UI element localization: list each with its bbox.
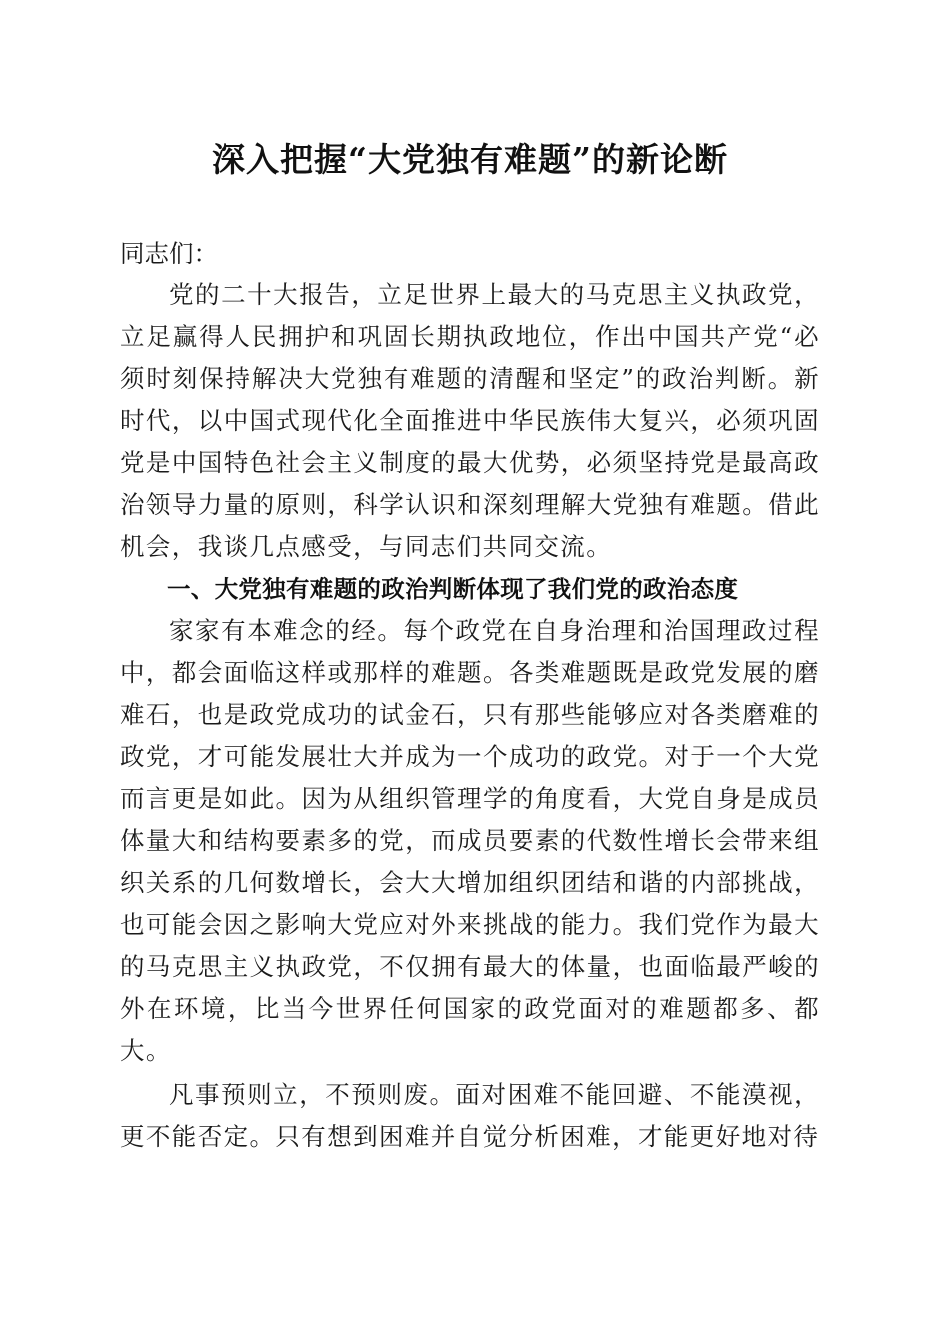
document-page [120, 128, 820, 1158]
section-heading-1: 一、大党独有难题的政治判断体现了我们党的政治态度 [167, 575, 739, 603]
document-title: 深入把握“大党独有难题”的新论断 [212, 140, 728, 179]
paragraph-section-1-a: 家家有本难念的经。每个政党在自身治理和治国理政过程中，都会面临这样或那样的难题。各类难题既是政党发展的磨难石，也是政党成功的试金石，只有那些能够应对各类磨难的政党，才可能发展壮大并成为一个成功的政党。对于一个大党而言更是如此。因为从组织管理学的角度看，大党自身是成员体量大和结构要素多的党，而成员要素的代数性增长会带来组织关系的几何数增长，会大大增加组织团结和谐的内部挑战，也可能会因之影响大党应对外来挑战的能力。我们党作为最大的马克思主义执政党，不仅拥有最大的体量，也面临最严峻的外在环境，比当今世界任何国家的政党面对的难题都多、都大。 [120, 616, 820, 1065]
salutation: 同志们： [120, 239, 218, 268]
paragraph-intro: 党的二十大报告，立足世界上最大的马克思主义执政党，立足赢得人民拥护和巩固长期执政地位，作出中国共产党“必须时刻保持解决大党独有难题的清醒和坚定”的政治判断。新时代，以中国式现代化全面推进中华民族伟大复兴，必须巩固党是中国特色社会主义制度的最大优势，必须坚持党是最高政治领导力量的原则，科学认识和深刻理解大党独有难题。借此机会，我谈几点感受，与同志们共同交流。 [120, 280, 820, 561]
paragraph-section-1-b: 凡事预则立，不预则废。面对困难不能回避、不能漠视，更不能否定。只有想到困难并自觉分析困难，才能更好地对待 [120, 1080, 820, 1151]
